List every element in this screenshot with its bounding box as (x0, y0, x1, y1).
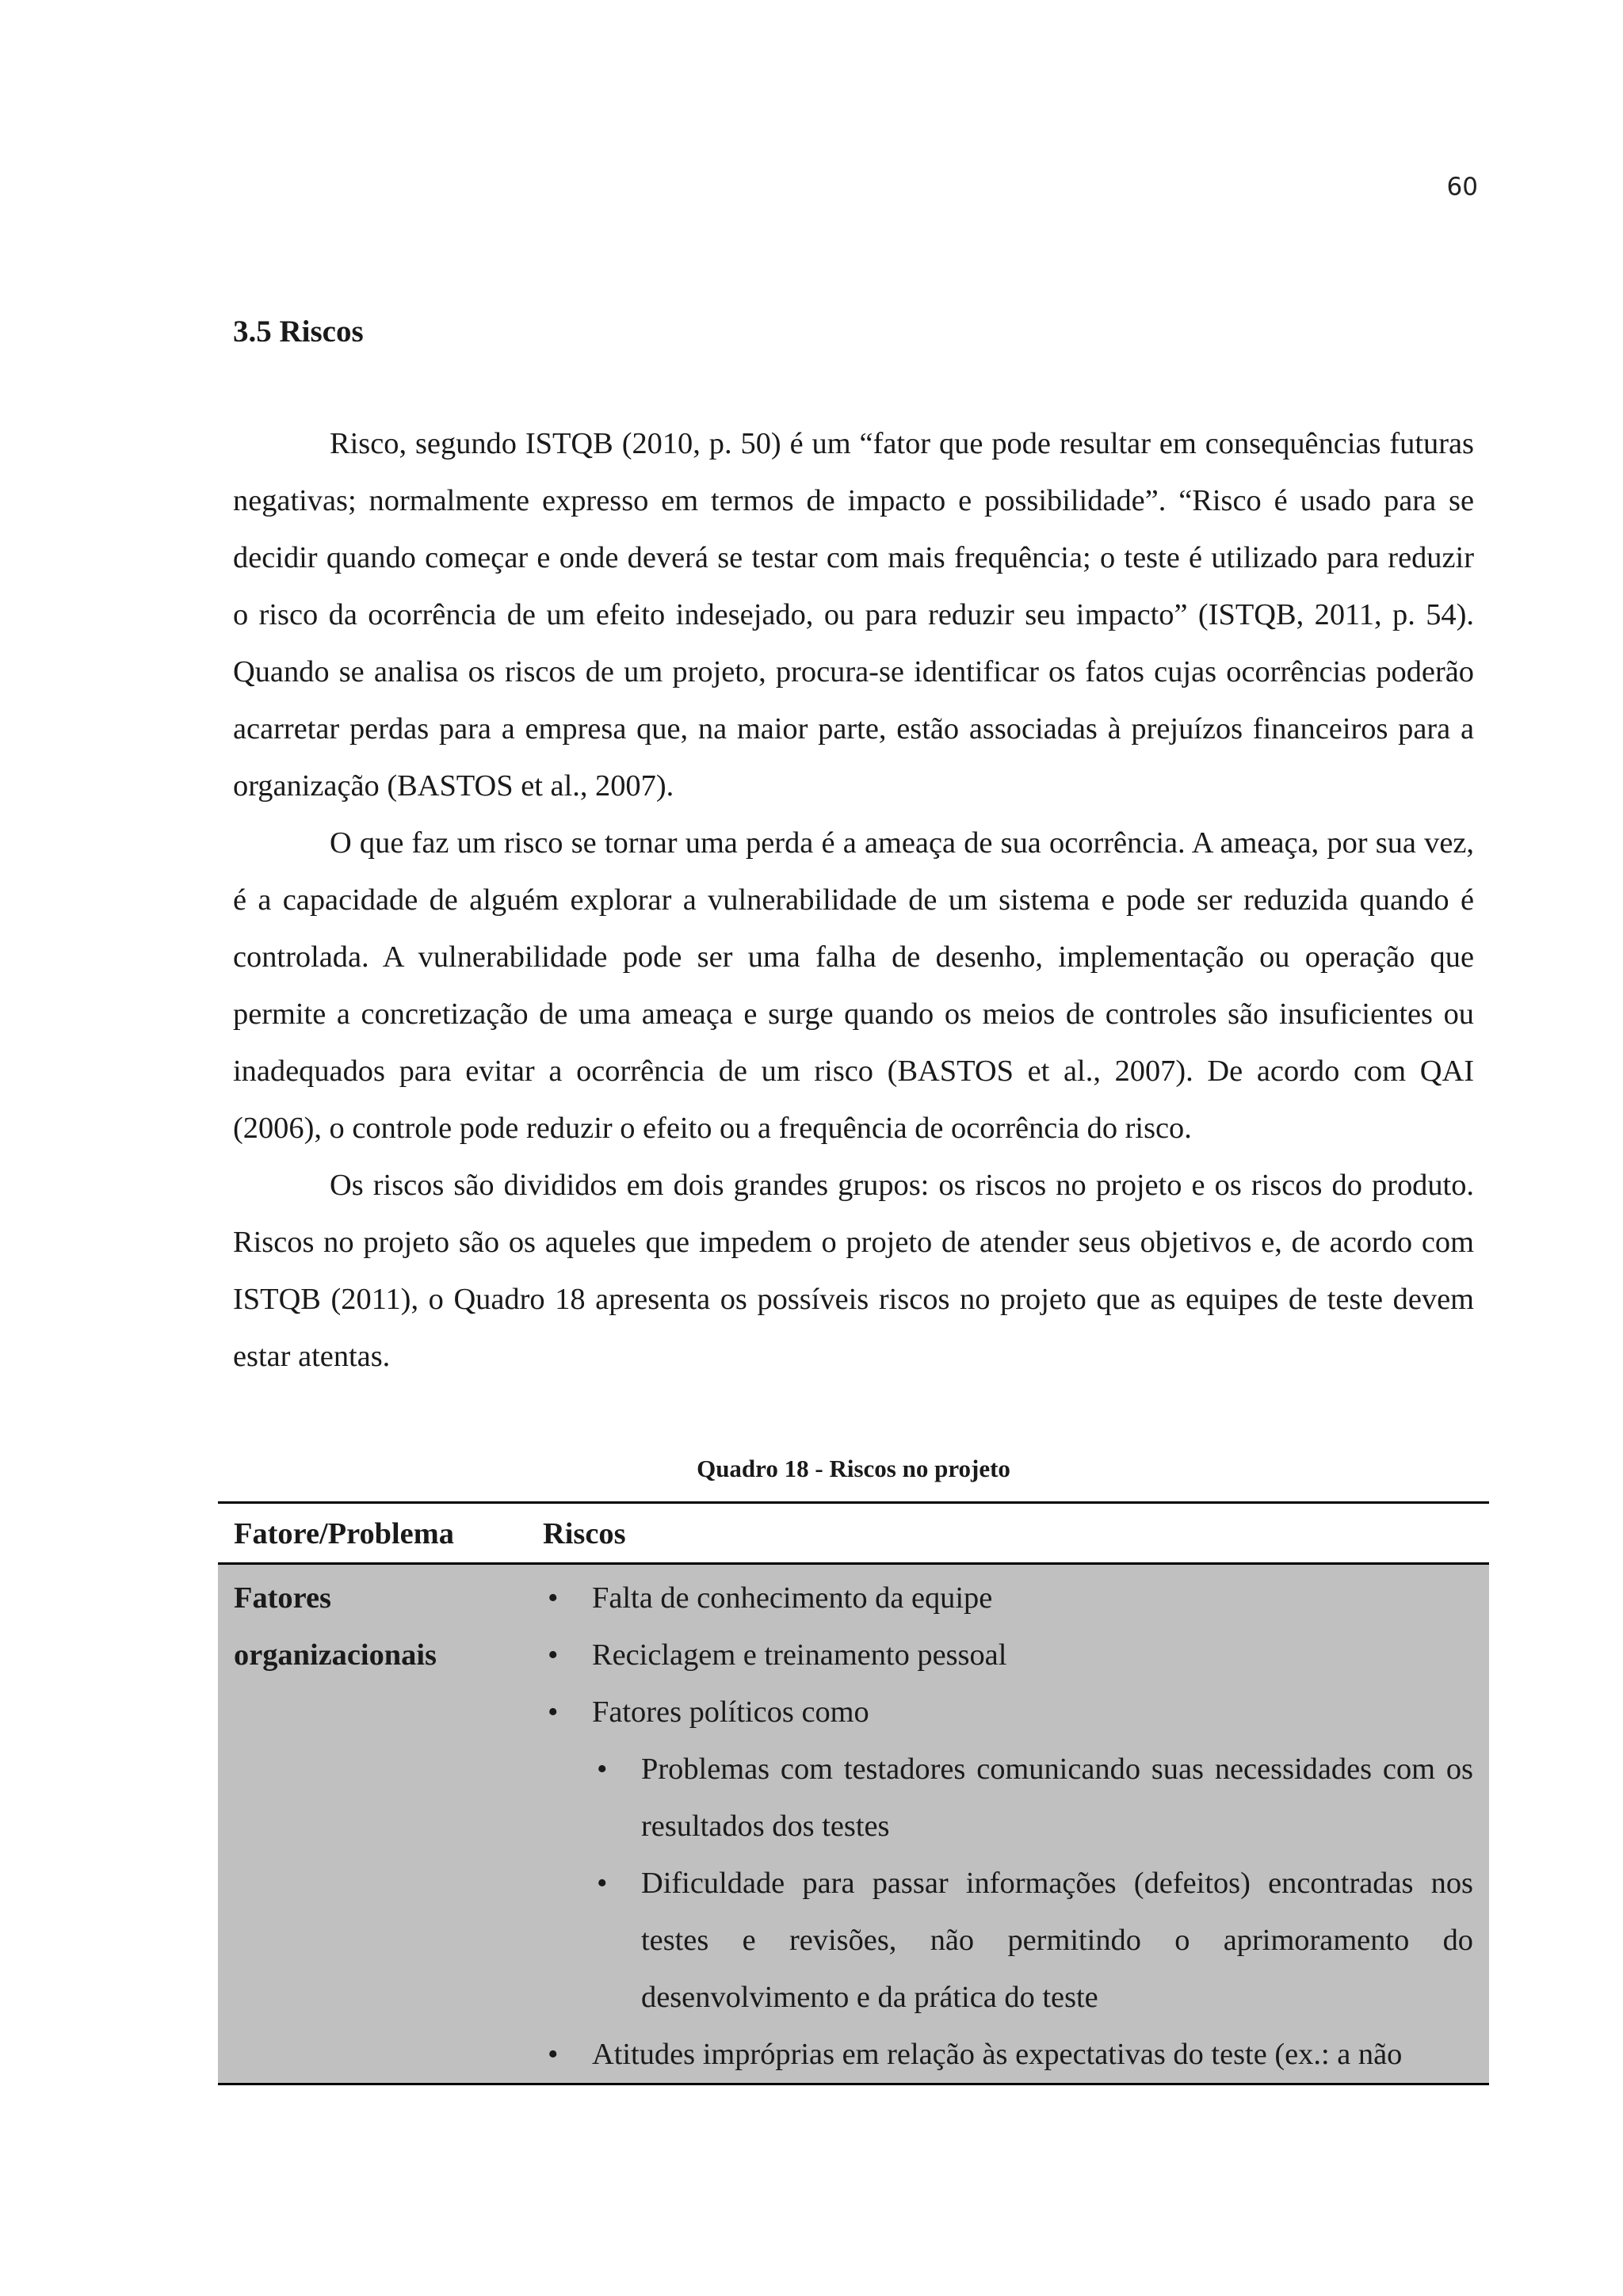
risk-item: • Atitudes impróprias em relação às expectativas do teste (ex.: a não (543, 2026, 1473, 2083)
body-text (233, 415, 1474, 1385)
risk-sub-item: • Dificuldade para passar informações (defeitos) encontradas nos testes e revisões, não permitindo o aprimoramento do desenvolvimento e da prática do teste (592, 1855, 1473, 2026)
header-factor: Fatore/Problema (218, 1503, 527, 1564)
risk-item: • Reciclagem e treinamento pessoal (543, 1627, 1473, 1684)
section-heading: 3.5 Riscos (233, 315, 364, 349)
table-header-row (218, 1503, 1489, 1564)
risk-sub-item: • Problemas com testadores comunicando suas necessidades com os resultados dos testes (592, 1741, 1473, 1855)
table-caption: Quadro 18 - Riscos no projeto (697, 1455, 1010, 1482)
risk-list (543, 1569, 1473, 2083)
factor-cell (218, 1564, 527, 2084)
risk-item: • Falta de conhecimento da equipe (543, 1569, 1473, 1627)
risks-cell (527, 1564, 1489, 2084)
risk-table-grid (218, 1501, 1489, 2085)
paragraph: O que faz um risco se tornar uma perda é a ameaça de sua ocorrência. A ameaça, por sua vez, é a capacidade de alguém explorar a vulnerabilidade de um sistema e pode ser reduzida quando é controlada. A vulnerabilidade pode ser uma falha de desenho, implementação ou operação que permite a concretização de uma ameaça e surge quando os meios de controles são insuficientes ou inadequados para evitar a ocorrência de um risco (BASTOS et al., 2007). De acordo com QAI (2006), o controle pode reduzir o efeito ou a frequência de ocorrência do risco. (233, 826, 1474, 1145)
page-number: 60 (1446, 173, 1478, 201)
risk-table (218, 1501, 1489, 2085)
header-risks: Riscos (527, 1503, 1489, 1564)
risk-sub-list (592, 1741, 1473, 2026)
table-row (218, 1564, 1489, 2084)
paragraph: Os riscos são divididos em dois grandes grupos: os riscos no projeto e os riscos do produto. Riscos no projeto são os aqueles que impedem o projeto de atender seus objetivos e, de acordo com ISTQB (2011), o Quadro 18 apresenta os possíveis riscos no projeto que as equipes de teste devem estar atentas. (233, 1169, 1474, 1373)
risk-item (543, 1684, 1473, 2026)
risk-item-label: Fatores políticos como (592, 1695, 869, 1729)
paragraph: Risco, segundo ISTQB (2010, p. 50) é um “fator que pode resultar em consequências futuras negativas; normalmente expresso em termos de impacto e possibilidade”. “Risco é usado para se decidir quando começar e onde deverá se testar com mais frequência; o teste é utilizado para reduzir o risco da ocorrência de um efeito indesejado, ou para reduzir seu impacto” (ISTQB, 2011, p. 54). Quando se analisa os riscos de um projeto, procura-se identificar os fatos cujas ocorrências poderão acarretar perdas para a empresa que, na maior parte, estão associadas à prejuízos financeiros para a organização (BASTOS et al., 2007). (233, 427, 1474, 803)
factor-label: Fatores organizacionais (234, 1581, 437, 1672)
